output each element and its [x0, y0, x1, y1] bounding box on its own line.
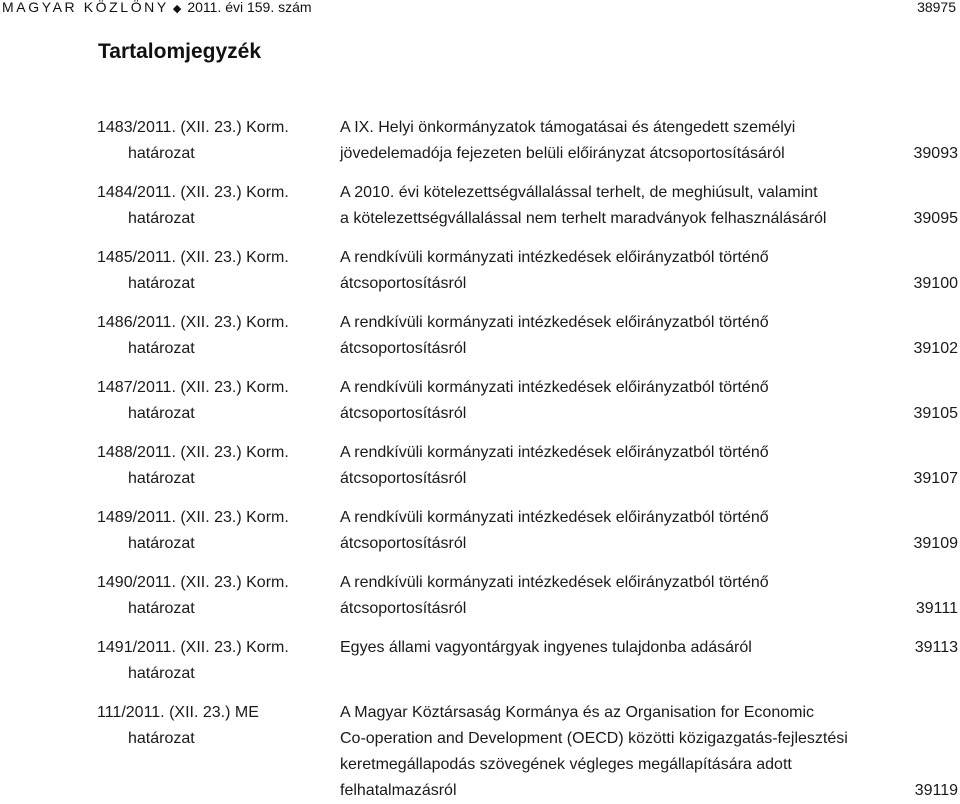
entry-description-line: felhatalmazásról: [340, 782, 457, 799]
entry-document-id: [97, 700, 327, 752]
entry-description: [340, 635, 910, 661]
entry-document-id: [97, 115, 327, 167]
entry-description-line: A rendkívüli kormányzati intézkedések előirányzatból történő: [340, 379, 769, 396]
entry-type: határozat: [128, 405, 195, 422]
entry-description-line: átcsoportosításról: [340, 600, 467, 617]
entry-type: határozat: [128, 665, 195, 682]
entry-type: határozat: [128, 340, 195, 357]
entry-number: 1486/2011. (XII. 23.) Korm.: [97, 314, 289, 331]
entry-description-line: a kötelezettségvállalással nem terhelt maradványok felhasználásáról: [340, 210, 827, 227]
entry-document-id: [97, 310, 327, 362]
entry-description: [340, 440, 910, 492]
entry-description-line: átcsoportosításról: [340, 535, 467, 552]
entry-description-line: átcsoportosításról: [340, 470, 467, 487]
entry-description-line: A IX. Helyi önkormányzatok támogatásai és átengedett személyi: [340, 119, 796, 136]
entry-document-id: [97, 505, 327, 557]
entry-description-line: átcsoportosításról: [340, 275, 467, 292]
entry-number: 1490/2011. (XII. 23.) Korm.: [97, 574, 289, 591]
entry-description-line: A rendkívüli kormányzati intézkedések előirányzatból történő: [340, 314, 769, 331]
entry-page-ref[interactable]: 39109: [913, 535, 958, 552]
entry-page-ref[interactable]: 39105: [913, 405, 958, 422]
entry-page-ref[interactable]: 39119: [914, 782, 958, 799]
entry-page-ref[interactable]: 39100: [913, 275, 958, 292]
entry-type: határozat: [128, 535, 195, 552]
entry-type: határozat: [128, 730, 195, 747]
entry-type: határozat: [128, 470, 195, 487]
entry-number: 1488/2011. (XII. 23.) Korm.: [97, 444, 289, 461]
entry-description-line: átcsoportosításról: [340, 340, 467, 357]
entry-description-line: A rendkívüli kormányzati intézkedések előirányzatból történő: [340, 249, 769, 266]
entry-page-ref[interactable]: 39107: [913, 470, 958, 487]
entry-description-line: Co-operation and Development (OECD) közötti közigazgatás-fejlesztési: [340, 730, 848, 747]
entry-description: [340, 570, 910, 622]
entry-description-line: A rendkívüli kormányzati intézkedések előirányzatból történő: [340, 444, 769, 461]
entry-document-id: [97, 440, 327, 492]
entry-page-ref[interactable]: 39102: [913, 340, 958, 357]
entry-description-line: A rendkívüli kormányzati intézkedések előirányzatból történő: [340, 574, 769, 591]
entry-type: határozat: [128, 275, 195, 292]
journal-name: MAGYAR KÖZLÖNY: [2, 0, 169, 15]
entry-description: [340, 310, 910, 362]
entry-description: [340, 245, 910, 297]
entry-description-line: A Magyar Köztársaság Kormánya és az Organisation for Economic: [340, 704, 814, 721]
entry-document-id: [97, 635, 327, 687]
entry-page-ref[interactable]: 39093: [913, 145, 958, 162]
entry-type: határozat: [128, 145, 195, 162]
entry-description: [340, 505, 910, 557]
entry-description: [340, 375, 910, 427]
entry-document-id: [97, 180, 327, 232]
entry-document-id: [97, 375, 327, 427]
page-number: 38975: [917, 0, 956, 15]
entry-number: 111/2011. (XII. 23.) ME: [97, 704, 259, 721]
entry-description: [340, 115, 910, 167]
entry-type: határozat: [128, 210, 195, 227]
issue-label: 2011. évi 159. szám: [187, 0, 312, 15]
entry-number: 1487/2011. (XII. 23.) Korm.: [97, 379, 289, 396]
entry-description-line: jövedelemadója fejezeten belüli előirányzat átcsoportosításáról: [340, 145, 785, 162]
entry-description-line: A rendkívüli kormányzati intézkedések előirányzatból történő: [340, 509, 769, 526]
entry-number: 1485/2011. (XII. 23.) Korm.: [97, 249, 289, 266]
entry-description-line: keretmegállapodás szövegének végleges megállapítására adott: [340, 756, 792, 773]
diamond-separator-icon: ◆: [172, 3, 182, 15]
entry-page-ref[interactable]: 39111: [915, 600, 958, 617]
entry-description-line: átcsoportosításról: [340, 405, 467, 422]
entry-description: [340, 700, 910, 804]
entry-page-ref[interactable]: 39113: [914, 639, 958, 656]
entry-number: 1491/2011. (XII. 23.) Korm.: [97, 639, 289, 656]
entry-number: 1484/2011. (XII. 23.) Korm.: [97, 184, 289, 201]
entry-document-id: [97, 245, 327, 297]
page-title: Tartalomjegyzék: [98, 40, 262, 63]
entry-document-id: [97, 570, 327, 622]
entry-description-line: A 2010. évi kötelezettségvállalással terhelt, de meghiúsult, valamint: [340, 184, 818, 201]
entry-type: határozat: [128, 600, 195, 617]
entry-description-line: Egyes állami vagyontárgyak ingyenes tulajdonba adásáról: [340, 639, 752, 656]
entry-description: [340, 180, 910, 232]
entry-number: 1483/2011. (XII. 23.) Korm.: [97, 119, 289, 136]
entry-number: 1489/2011. (XII. 23.) Korm.: [97, 509, 289, 526]
entry-page-ref[interactable]: 39095: [913, 210, 958, 227]
